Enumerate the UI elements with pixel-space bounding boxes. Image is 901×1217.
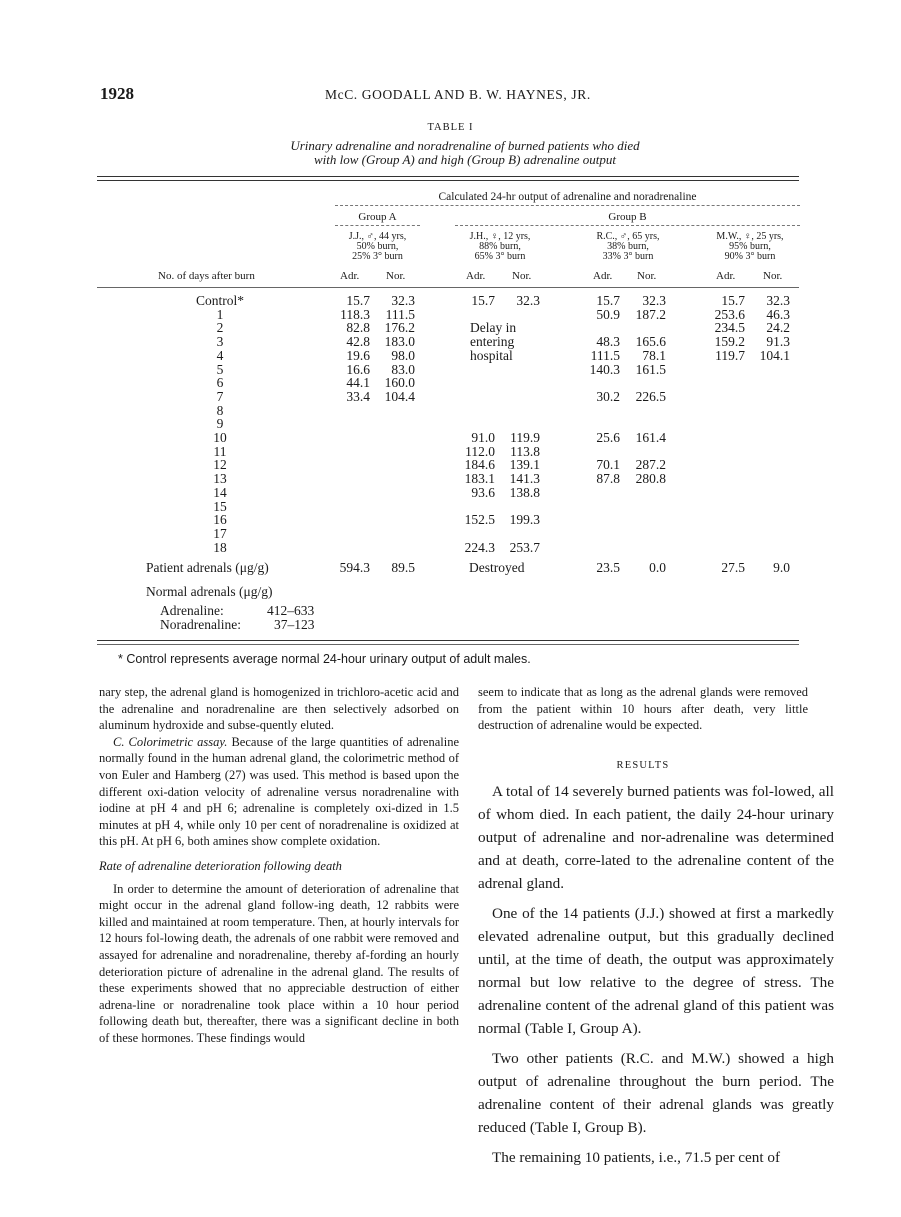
table-cell-jj-a: 82.8: [346, 320, 370, 336]
table-cell-rc-n: 287.2: [635, 457, 666, 473]
spanning-header-rule: [335, 205, 800, 206]
group-a-rule: [335, 225, 420, 226]
table-cell-rc-n: 226.5: [635, 388, 666, 404]
rc-adr-label: Adr.: [593, 270, 613, 282]
table-cell-rc-a: 48.3: [596, 334, 620, 350]
table-row-day: 5: [216, 361, 224, 377]
table-cell-jj-a: 19.6: [346, 347, 370, 363]
table-cell-rc-n: 187.2: [635, 306, 666, 322]
table-cell-mw-n: 32.3: [766, 293, 790, 308]
right-column-top: [478, 684, 808, 734]
delay-note: Delay in entering hospital: [470, 320, 517, 364]
table-cell-jh-a: 91.0: [471, 430, 495, 445]
table-cell-jh-a: 184.6: [464, 457, 495, 473]
table-row-day: 14: [213, 484, 227, 500]
table-row-day: 10: [213, 430, 227, 445]
rc-nor-label: Nor.: [637, 270, 657, 282]
table-cell-jj-n: 111.5: [385, 306, 415, 322]
table-cell-mw-n: 104.1: [759, 347, 790, 363]
table-cell-jh-a: 112.0: [465, 443, 495, 459]
table-cell-jh-n: 32.3: [516, 293, 540, 308]
table-cell-jj-a: 15.7: [346, 293, 370, 308]
normal-noradrenaline-label: Noradrenaline:: [160, 617, 241, 632]
table-cell-rc-a: 30.2: [596, 388, 620, 404]
right-column-results: [478, 780, 834, 1169]
table-cell-jj-a: 118.3: [340, 306, 370, 322]
table-cell-rc-n: 280.8: [635, 471, 666, 487]
results-heading: RESULTS: [616, 760, 670, 771]
table-row-day: 18: [213, 539, 227, 555]
table-cell-rc-n: 165.6: [635, 334, 666, 350]
table-row-day: 15: [213, 498, 227, 514]
table-cell-jh-n: 199.3: [509, 512, 540, 528]
paragraph: A total of 14 severely burned patients was fol-lowed, all of whom died. In each patient, the daily 24-hour urinary output of adrenaline and nor-adrenaline was determined and at death, corre-lated to the adrenaline content of the adrenal gland.: [478, 783, 834, 892]
table-cell-mw-n: 91.3: [766, 334, 790, 350]
left-column: [99, 684, 459, 1046]
table-cell-jh-n: 141.3: [509, 471, 540, 487]
table-cell-jh-a: 15.7: [471, 293, 495, 308]
paragraph-colorimetric: C. Colorimetric assay. Because of the large quantities of adrenaline normally found in the human adrenal gland, the colorimetric method of von Euler and Hamberg (27) was used. This method is based upon the different oxi-dation velocity of adrenaline versus noradrenaline with iodine at pH 4 and pH 6; adrenaline is completely oxi-dized in 1.5 minutes at pH 4, while only 10 per cent of noradrenaline is oxidized at this pH. At pH 6, both amines show complete oxidation.: [99, 734, 460, 849]
paragraph: In order to determine the amount of deterioration of adrenaline that might occur in the adrenal gland follow-ing death, 12 rabbits were killed and maintained at room temperature. Then, at hourly intervals for 12 hours fol-lowing death, the adrenals of one rabbit were removed and assayed for adrenaline and noradrenaline, thereby af-fording an hourly deterioration picture of adrenaline in the adrenal gland. The results of these experiments showed that no appreciable destruction of either adrena-line or noradrenaline took place within a 10 hour period following death but, thereafter, there was a significant decline in both of these hormones. These findings would: [99, 881, 459, 1045]
table-cell-jj-n: 98.0: [391, 347, 415, 363]
mw-adr-label: Adr.: [716, 270, 736, 282]
table-cell-mw-a: 15.7: [721, 293, 745, 308]
table-row-day: Control*: [195, 293, 244, 308]
row-header: No. of days after burn: [158, 270, 255, 282]
table-cell-jj-n: 32.3: [391, 293, 415, 308]
jj-nor-label: Nor.: [386, 270, 406, 282]
patient-adrenals-rc-adr: 23.5: [596, 560, 620, 575]
table-cell-rc-a: 50.9: [596, 306, 620, 322]
table-cell-jh-a: 93.6: [471, 484, 495, 500]
table-row-day: 2: [216, 320, 224, 336]
table-cell-jh-a: 183.1: [464, 471, 495, 487]
table-cell-rc-n: 32.3: [642, 293, 666, 308]
patient-mw-header: M.W., ♀, 25 yrs, 95% burn, 90% 3° burn: [716, 231, 784, 262]
paragraph: Two other patients (R.C. and M.W.) showed a high output of adrenaline throughout the burn period. The adrenaline content of their adrenal glands was greatly reduced (Table I, Group B).: [478, 1050, 834, 1136]
table-row-day: 11: [213, 443, 227, 459]
patient-adrenals-mw-nor: 9.0: [773, 560, 790, 575]
table-cell-rc-a: 140.3: [589, 361, 620, 377]
table-top-rule-2: [97, 180, 799, 181]
table-cell-jj-a: 44.1: [346, 375, 370, 391]
table-row-day: 9: [216, 416, 224, 432]
table-row-day: 1: [216, 306, 224, 322]
table-cell-mw-n: 46.3: [766, 306, 790, 322]
table-cell-rc-n: 78.1: [642, 347, 666, 363]
table-cell-jh-n: 139.1: [509, 457, 540, 473]
table-cell-rc-n: 161.4: [635, 430, 666, 445]
table-cell-mw-a: 253.6: [714, 306, 745, 322]
table-cell-rc-n: 161.5: [635, 361, 666, 377]
patient-adrenals-jj-nor: 89.5: [391, 560, 415, 575]
normal-noradrenaline-value: 37–123: [274, 617, 315, 632]
table-cell-jh-n: 119.9: [510, 430, 540, 445]
jh-nor-label: Nor.: [512, 270, 532, 282]
table-cell-jj-n: 160.0: [384, 375, 415, 391]
table-cell-rc-a: 87.8: [596, 471, 620, 487]
table-cell-jj-n: 183.0: [384, 334, 415, 350]
paragraph: nary step, the adrenal gland is homogenized in trichloro-acetic acid and the adrenaline and noradrenaline are then selectively adsorbed on aluminum hydroxide and subse-quently eluted.: [99, 685, 459, 733]
table-cell-jj-n: 83.0: [391, 361, 415, 377]
header-bottom-rule: [97, 287, 799, 288]
table-bottom-rule: [97, 640, 799, 641]
table-cell-jh-n: 138.8: [509, 484, 540, 500]
table-row-day: 17: [213, 525, 227, 541]
table-cell-jj-a: 16.6: [346, 361, 370, 377]
table-cell-rc-a: 70.1: [596, 457, 620, 473]
spanning-header: Calculated 24-hr output of adrenaline and noradrenaline: [438, 191, 697, 203]
group-a-label: Group A: [358, 211, 397, 223]
table-cell-jj-a: 42.8: [346, 334, 370, 350]
table-row-day: 13: [213, 471, 227, 487]
table-cell-mw-a: 159.2: [714, 334, 745, 350]
paragraph: The remaining 10 patients, i.e., 71.5 per cent of: [492, 1149, 781, 1166]
patient-adrenals-mw-adr: 27.5: [721, 560, 745, 575]
group-b-rule: [455, 225, 800, 226]
table-row-day: 16: [213, 512, 227, 528]
table-cell-rc-a: 15.7: [596, 293, 620, 308]
patient-jh-header: J.H., ♀, 12 yrs, 88% burn, 65% 3° burn: [469, 231, 531, 262]
table-row-day: 7: [216, 388, 224, 404]
table-footnote: * Control represents average normal 24-hour urinary output of adult males.: [118, 652, 531, 666]
patient-jj-header: J.J., ♂, 44 yrs, 50% burn, 25% 3° burn: [348, 231, 407, 262]
table-cell-mw-a: 119.7: [715, 347, 745, 363]
jj-adr-label: Adr.: [340, 270, 360, 282]
section-heading: Rate of adrenaline deterioration following death: [99, 858, 342, 873]
table-caption: [230, 139, 700, 167]
table-row-day: 12: [213, 457, 227, 473]
page-number: 1928: [100, 84, 134, 103]
table-cell-jh-n: 113.8: [510, 443, 540, 459]
jh-adr-label: Adr.: [466, 270, 486, 282]
table-caption-line1: Urinary adrenaline and noradrenaline of burned patients who died: [290, 138, 640, 153]
table-label: TABLE I: [427, 122, 474, 133]
patient-adrenals-rc-nor: 0.0: [649, 560, 666, 575]
table-caption-line2: with low (Group A) and high (Group B) adrenaline output: [314, 152, 616, 167]
table-top-rule: [97, 176, 799, 177]
group-b-label: Group B: [608, 211, 647, 223]
table-cell-jh-a: 152.5: [464, 512, 495, 528]
table-cell-jj-n: 104.4: [384, 388, 415, 404]
patient-rc-header: R.C., ♂, 65 yrs, 38% burn, 33% 3° burn: [596, 231, 660, 262]
table-row-day: 4: [216, 347, 224, 363]
table-cell-mw-a: 234.5: [714, 320, 745, 336]
running-head: McC. GOODALL AND B. W. HAYNES, JR.: [325, 87, 591, 102]
table-row-day: 6: [216, 375, 224, 391]
paragraph: seem to indicate that as long as the adrenal glands were removed from the patient within 10 hours after death, very little destruction of adrenaline would be expected.: [478, 685, 808, 733]
table-cell-jh-a: 224.3: [464, 539, 495, 555]
patient-adrenals-jj-adr: 594.3: [339, 560, 370, 575]
mw-nor-label: Nor.: [763, 270, 783, 282]
table-cell-jj-a: 33.4: [346, 388, 370, 404]
table-row-day: 3: [216, 334, 224, 350]
patient-adrenals-jh: Destroyed: [469, 560, 525, 575]
table-cell-mw-n: 24.2: [766, 320, 790, 336]
table-cell-rc-a: 25.6: [596, 430, 620, 445]
paragraph: One of the 14 patients (J.J.) showed at first a markedly elevated adrenaline output, but this gradually declined until, at the time of death, the output was approximately normal but low relative to the degree of stress. The adrenaline content of the adrenal gland of this patient was normal (Table I, Group A).: [478, 905, 834, 1037]
patient-adrenals-label: Patient adrenals (μg/g): [146, 560, 269, 575]
colorimetric-heading: C. Colorimetric assay.: [113, 734, 228, 749]
table-cell-jh-n: 253.7: [509, 539, 540, 555]
table-cell-jj-n: 176.2: [384, 320, 415, 336]
table-row-day: 8: [216, 402, 224, 418]
normal-adrenaline-value: 412–633: [267, 603, 315, 618]
table-cell-rc-a: 111.5: [590, 347, 620, 363]
table-bottom-rule-2: [97, 644, 799, 645]
normal-adrenals-label: Normal adrenals (μg/g): [146, 584, 273, 599]
normal-adrenaline-label: Adrenaline:: [160, 603, 224, 618]
